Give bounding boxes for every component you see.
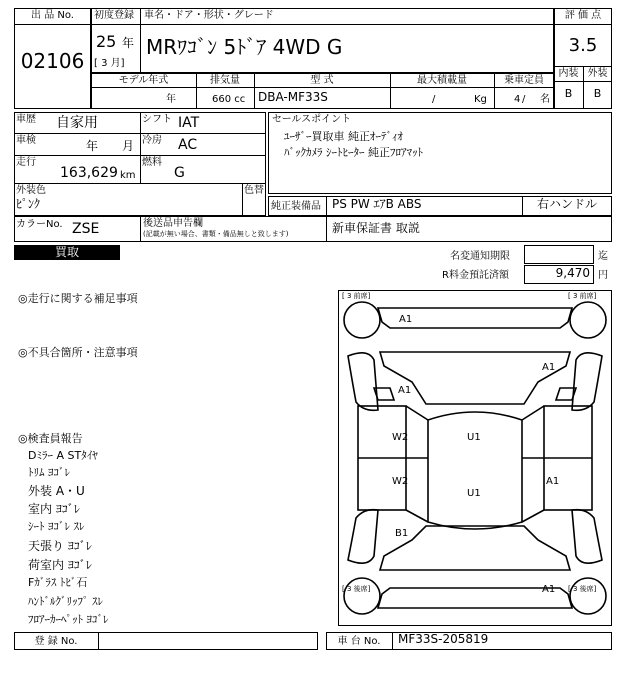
history-value: 自家用 [56,115,98,131]
steering-position: 右ハンドル [536,197,597,211]
interior-grade: B [564,87,573,100]
purchase-badge: 買取 [14,245,120,260]
ac-label: 冷房 [142,135,162,146]
damage-mark: A1 [546,476,560,487]
car-diagram [338,290,612,626]
chassis-number-label: 車 台 No. [337,636,381,647]
name-change-deadline-label: 名変通知期限 [450,251,510,262]
model-year-label: モデル年式 [118,75,169,86]
car-name: MRﾜｺﾞﾝ 5ﾄﾞｱ 4WD G [146,35,343,59]
sales-point-label: セールスポイント [272,114,352,125]
shift-label: シフト [142,114,172,125]
history-label: 車歴 [16,114,36,125]
max-load-unit: Kg [474,94,487,105]
defect-notes-heading: ◎不具合箇所・注意事項 [18,346,138,359]
inspector-report-line: ﾌﾛｱｰｶｰﾍﾟｯﾄ ﾖｺﾞﾚ [28,613,109,626]
inspector-report-line: Fｶﾞﾗｽ ﾄﾋﾞ石 [28,576,88,589]
exterior-grade-label: 外装 [587,68,608,79]
registration-year-unit: 年 [122,36,135,50]
inspector-report-line: 天張り ﾖｺﾞﾚ [28,539,92,553]
recycle-fee-value: 9,470 [555,266,590,280]
diagram-corner-label: [ 3 前席] [342,292,371,300]
max-load-slash: / [432,94,436,105]
score-value: 3.5 [568,35,598,56]
exterior-color-label: 外装色 [16,185,46,196]
color-number: ZSE [72,221,100,237]
capacity-slash: / [522,94,526,105]
recycle-fee-unit: 円 [598,270,608,281]
inspector-report-line: ﾄﾘﾑ ﾖｺﾞﾚ [28,466,70,479]
registration-year: 25 [96,32,117,51]
sales-point-line: ﾕｰｻﾞｰ買取車 純正ｵｰﾃﾞｨｵ [284,130,403,143]
exterior-grade: B [593,87,602,100]
name-change-unit: 迄 [598,251,608,262]
inspector-report-line: 荷室内 ﾖｺﾞﾚ [28,558,92,572]
sales-point-line: ﾊﾞｯｸｶﾒﾗ ｼｰﾄﾋｰﾀｰ 純正ﾌﾛｱﾏｯﾄ [284,146,423,159]
interior-grade-label: 内装 [558,68,579,79]
damage-mark: A1 [542,362,556,373]
mileage-value: 163,629 [60,165,118,181]
color-number-label: カラーNo. [16,219,63,230]
diagram-corner-label: [ 3 後席] [568,585,597,593]
car-name-label: 車名・ドア・形状・グレード [144,10,274,21]
model-type: DBA-MF33S [258,90,328,104]
fuel-value: G [174,165,185,181]
name-change-deadline-box [524,245,594,264]
displacement-label: 排気量 [210,75,240,86]
inspection-year: 年 [86,139,99,153]
color-change-label: 色替 [244,185,264,196]
first-registration-label: 初度登録 [94,10,134,21]
fuel-label: 燃料 [142,157,162,168]
damage-mark: W2 [392,432,409,443]
inspector-report-line: Dﾐﾗｰ A STﾀｲﾔ [28,449,98,462]
displacement-value: 660 cc [212,94,246,105]
damage-mark: A1 [542,584,556,595]
inspector-report-line: ｼｰﾄ ﾖｺﾞﾚ ｽﾚ [28,520,85,533]
diagram-corner-label: [ 3 前席] [568,292,597,300]
inspector-report-line: 室内 ﾖｺﾞﾚ [28,502,80,516]
capacity-value: 4 [514,94,521,105]
capacity-label: 乗車定員 [504,75,544,86]
damage-mark: A1 [399,314,413,325]
inspection-label: 車検 [16,135,36,146]
lot-number-label: 出 品 No. [31,10,74,21]
extra-documents: 新車保証書 取説 [332,221,420,235]
inspector-report-heading: ◎検査員報告 [18,432,83,445]
ac-value: AC [178,137,198,153]
documents-label: 後送品申告欄 [143,218,203,229]
mileage-unit: km [120,170,136,181]
diagram-corner-label: [ 3 後席] [342,585,371,593]
inspection-month: 月 [122,139,135,153]
chassis-number: MF33S-205819 [398,632,489,646]
registration-number-label: 登 録 No. [34,636,78,647]
color-number-box [14,216,612,242]
model-year-unit: 年 [166,94,176,105]
capacity-unit: 名 [540,94,550,105]
damage-mark: B1 [395,528,409,539]
driving-notes-heading: ◎走行に関する補足事項 [18,292,138,305]
shift-value: IAT [178,115,200,131]
score-label: 評 価 点 [564,10,602,21]
documents-note: (記載が無い場合、書類・備品無しと致します) [143,230,289,238]
damage-mark: A1 [398,385,412,396]
lot-number: 02106 [20,49,85,73]
equipment-value: PS PW ｴｱB ABS [332,197,422,211]
model-type-label: 型 式 [310,75,334,86]
damage-mark: U1 [467,432,481,443]
registration-month: [ 3 月] [94,58,125,69]
damage-mark: U1 [467,488,481,499]
equipment-label: 純正装備品 [271,201,321,212]
inspector-report-line: ﾊﾝﾄﾞﾙｸﾞﾘｯﾌﾟ ｽﾚ [28,595,103,608]
inspector-report-line: 外装 A・U [28,484,85,498]
recycle-fee-label: R料金預託済額 [442,270,509,281]
damage-mark: W2 [392,476,409,487]
max-load-label: 最大積載量 [417,75,467,86]
exterior-color: ﾋﾟﾝｸ [16,197,41,211]
mileage-label: 走行 [16,157,36,168]
